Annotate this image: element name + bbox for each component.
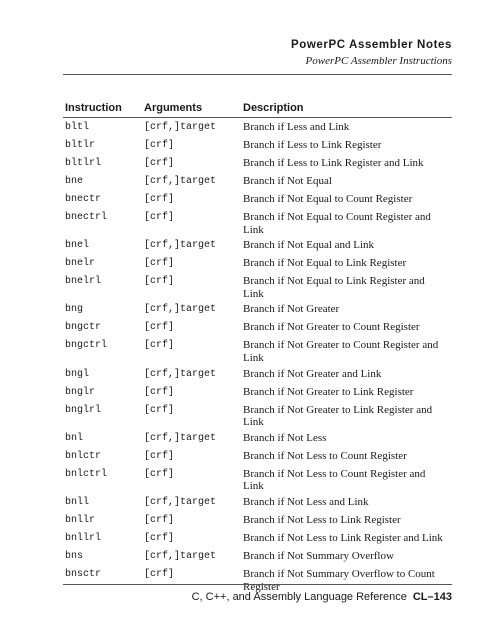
description-cell: Branch if Not Equal to Count Register	[243, 193, 413, 205]
arguments-cell: [crf]	[144, 158, 175, 169]
table-row	[63, 154, 452, 172]
instruction-cell: bne	[65, 176, 84, 187]
instruction-cell: bnglr	[65, 386, 96, 398]
page-footer	[192, 591, 452, 603]
instruction-cell: bltlr	[65, 140, 96, 151]
description-cell: Branch if Not Equal to Link Register and Link	[243, 275, 425, 300]
description-cell: Branch if Not Greater to Count Register and Link	[243, 339, 439, 364]
instruction-cell: bngl	[65, 368, 90, 380]
description-cell: Branch if Not Greater to Link Register and Link	[243, 403, 433, 429]
table-row	[63, 565, 452, 593]
arguments-cell: [crf]	[144, 450, 175, 462]
table-row	[63, 529, 452, 547]
header-rule	[63, 74, 452, 75]
description-cell: Branch if Not Less to Count Register	[243, 449, 407, 462]
arguments-cell: [crf]	[144, 322, 175, 334]
instruction-cell: bltl	[65, 122, 90, 133]
instruction-cell: bngctr	[65, 322, 102, 334]
description-cell: Branch if Not Summary Overflow to Count Register	[243, 567, 435, 593]
table-row	[63, 300, 452, 318]
description-cell: Branch if Not Greater	[243, 303, 340, 316]
table-row	[63, 136, 452, 154]
table-row	[63, 172, 452, 190]
arguments-cell: [crf]	[144, 140, 175, 151]
column-header-instruction: Instruction	[65, 102, 122, 114]
description-cell: Branch if Not Less to Count Register and Link	[243, 467, 426, 493]
description-cell: Branch if Not Less	[243, 431, 327, 444]
instruction-cell: bns	[65, 550, 84, 562]
table-row	[63, 236, 452, 254]
description-cell: Branch if Not Less and Link	[243, 495, 369, 508]
instruction-cell: bltlrl	[65, 158, 102, 169]
arguments-cell: [crf]	[144, 532, 175, 544]
table-row	[63, 493, 452, 511]
description-cell: Branch if Less to Link Register	[243, 139, 382, 151]
arguments-cell: [crf]	[144, 568, 175, 580]
instruction-cell: bnectr	[65, 194, 102, 205]
table-row	[63, 336, 452, 364]
description-cell: Branch if Less to Link Register and Link	[243, 157, 424, 169]
table-row	[63, 511, 452, 529]
table-row	[63, 208, 452, 236]
arguments-cell: [crf]	[144, 514, 175, 526]
page-number: CL–143	[412, 591, 452, 603]
description-cell: Branch if Less and Link	[243, 121, 350, 133]
table-row	[63, 429, 452, 447]
arguments-cell: [crf]	[144, 258, 175, 270]
instruction-table	[63, 102, 452, 593]
table-row	[63, 447, 452, 465]
instruction-cell: bnectrl	[65, 212, 108, 223]
table-row	[63, 365, 452, 383]
instruction-cell: bnl	[65, 432, 84, 444]
instruction-cell: bnlctr	[65, 450, 102, 462]
instruction-cell: bnllr	[65, 514, 96, 526]
arguments-cell: [crf,]target	[144, 240, 217, 252]
instruction-cell: bnllrl	[65, 532, 102, 544]
description-cell: Branch if Not Summary Overflow	[243, 549, 394, 562]
description-cell: Branch if Not Greater and Link	[243, 367, 382, 380]
table-row	[63, 465, 452, 493]
column-header-arguments: Arguments	[144, 102, 203, 114]
table-row	[63, 254, 452, 272]
description-cell: Branch if Not Equal to Count Register and Link	[243, 211, 431, 236]
instruction-cell: bngctrl	[65, 340, 108, 352]
table-body	[63, 118, 452, 593]
header-title: PowerPC Assembler Notes	[290, 39, 452, 51]
instruction-cell: bnll	[65, 496, 90, 508]
table-row	[63, 383, 452, 401]
arguments-cell: [crf]	[144, 194, 175, 205]
footer-book-title: C, C++, and Assembly Language Reference	[191, 591, 407, 603]
table-row	[63, 547, 452, 565]
description-cell: Branch if Not Less to Link Register	[243, 513, 401, 526]
arguments-cell: [crf,]target	[144, 496, 217, 508]
arguments-cell: [crf,]target	[144, 304, 217, 316]
instruction-cell: bnglrl	[65, 404, 102, 416]
table-row	[63, 190, 452, 208]
description-cell: Branch if Not Equal to Link Register	[243, 257, 407, 270]
arguments-cell: [crf,]target	[144, 432, 217, 444]
column-header-description: Description	[243, 102, 304, 114]
arguments-cell: [crf]	[144, 468, 175, 480]
arguments-cell: [crf,]target	[144, 176, 217, 187]
description-cell: Branch if Not Less to Link Register and Link	[243, 531, 443, 544]
description-cell: Branch if Not Greater to Link Register	[243, 385, 414, 398]
header-subtitle: PowerPC Assembler Instructions	[305, 55, 452, 67]
arguments-cell: [crf]	[144, 212, 175, 223]
table-row	[63, 401, 452, 429]
description-cell: Branch if Not Greater to Count Register	[243, 321, 420, 334]
arguments-cell: [crf]	[144, 340, 175, 352]
instruction-cell: bnsctr	[65, 568, 102, 580]
description-cell: Branch if Not Equal	[243, 175, 332, 187]
arguments-cell: [crf,]target	[144, 368, 217, 380]
arguments-cell: [crf]	[144, 386, 175, 398]
instruction-cell: bnel	[65, 240, 90, 252]
table-row	[63, 118, 452, 136]
arguments-cell: [crf]	[144, 276, 175, 288]
instruction-cell: bnelr	[65, 258, 96, 270]
arguments-cell: [crf,]target	[144, 122, 217, 133]
arguments-cell: [crf]	[144, 404, 175, 416]
footer-rule	[63, 584, 452, 585]
instruction-cell: bnlctrl	[65, 468, 108, 480]
table-row	[63, 318, 452, 336]
instruction-cell: bnelrl	[65, 276, 102, 288]
arguments-cell: [crf,]target	[144, 550, 217, 562]
description-cell: Branch if Not Equal and Link	[243, 239, 375, 252]
instruction-cell: bng	[65, 304, 84, 316]
table-header	[63, 102, 452, 118]
table-row	[63, 272, 452, 300]
